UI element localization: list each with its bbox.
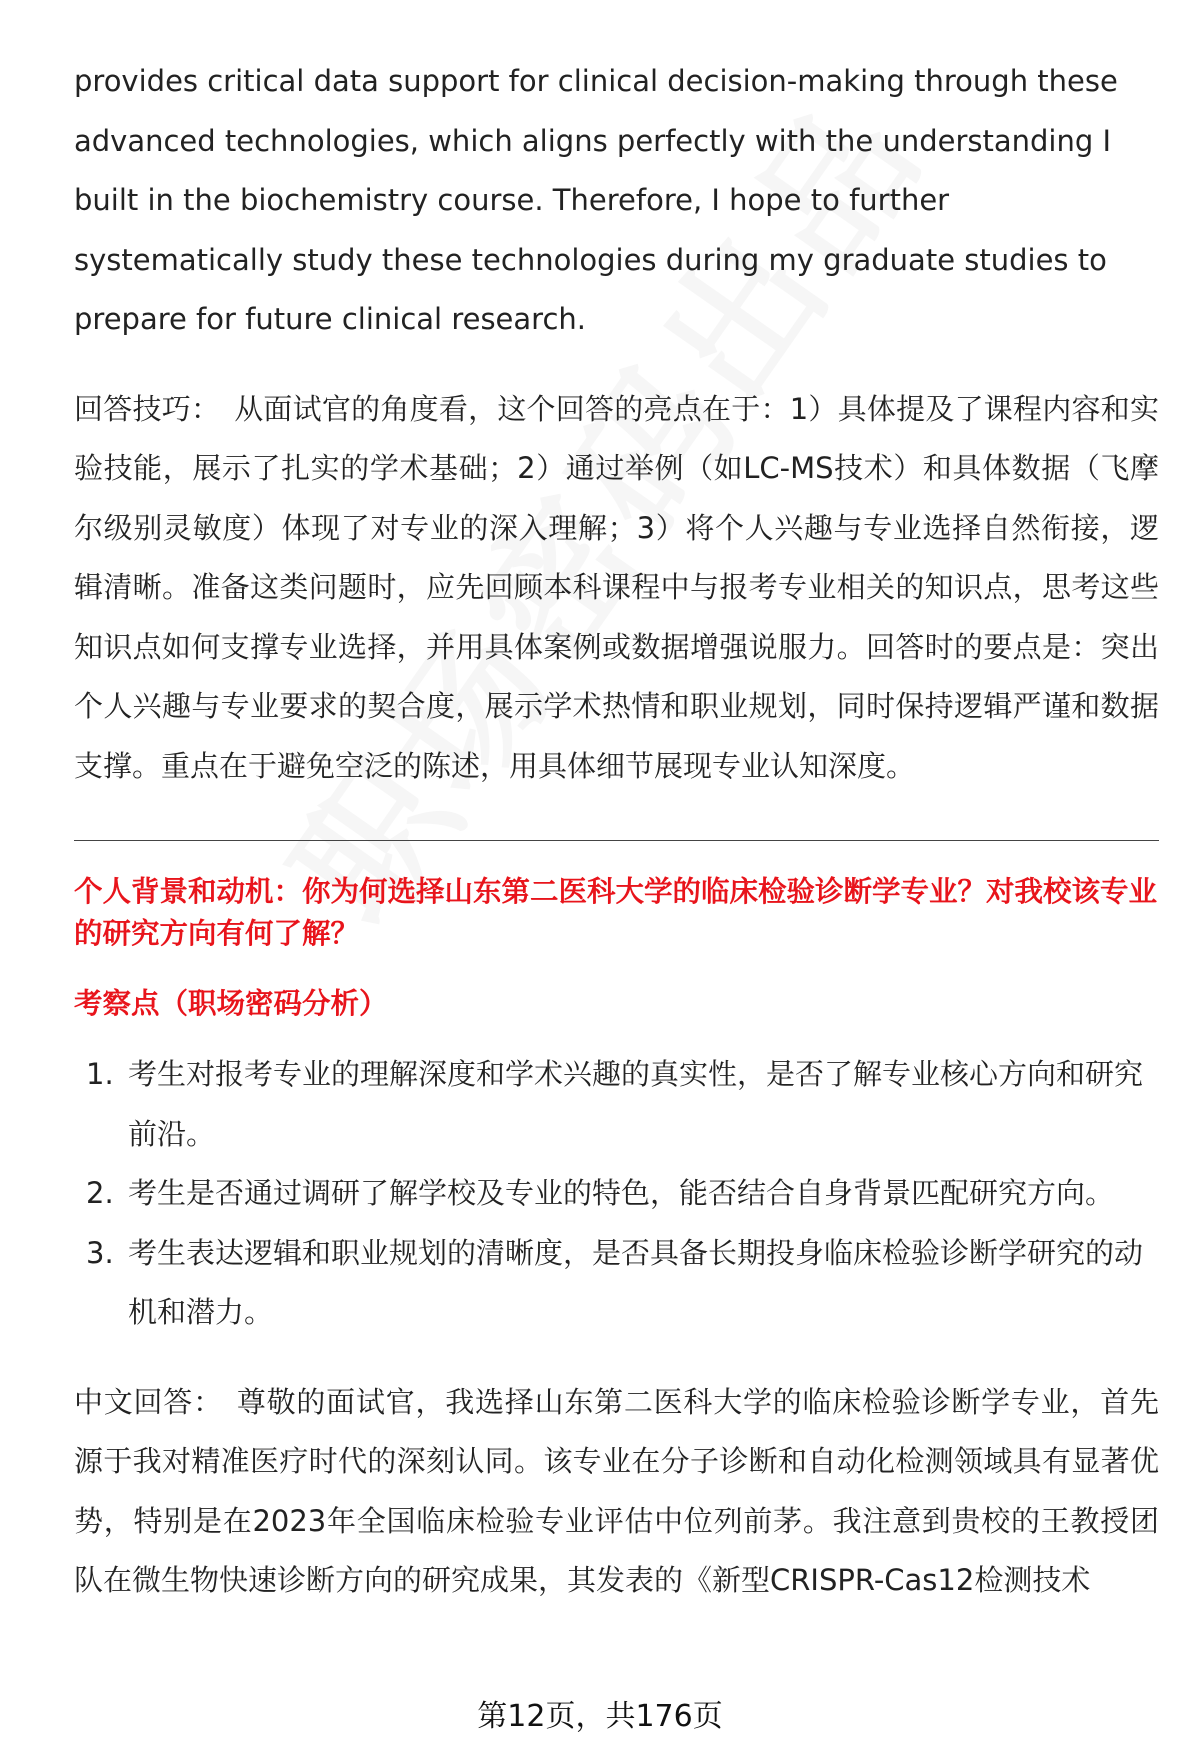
page-number-footer: 第12页，共176页 — [477, 1699, 723, 1734]
chinese-answer-label: 中文回答： — [74, 1384, 223, 1419]
list-item — [74, 1045, 1159, 1164]
answer-tips-text: 从面试官的角度看，这个回答的亮点在于：1）具体提及了课程内容和实验技能，展示了扎实的学术基础；2）通过举例（如LC-MS技术）和具体数据（飞摩尔级别灵敏度）体现了对专业的深入理解；3）将个人兴趣与专业选择自然衔接，逻辑清晰。准备这类问题时，应先回顾本科课程中与报考专业相关的知识点，思考这些知识点如何支撑专业选择，并用具体案例或数据增强说服力。回答时的要点是：突出个人兴趣与专业要求的契合度，展示学术热情和职业规划，同时保持逻辑严谨和数据支撑。重点在于避免空泛的陈述，用具体细节展现专业认知深度。 — [74, 391, 1159, 783]
list-item — [74, 1224, 1159, 1343]
answer-tips-paragraph — [74, 380, 1159, 797]
list-item — [74, 1164, 1159, 1224]
focus-heading: 考察点（职场密码分析） — [74, 987, 388, 1020]
list-item-number: 3. — [86, 1235, 114, 1270]
list-item-text: 考生是否通过调研了解学校及专业的特色，能否结合自身背景匹配研究方向。 — [128, 1176, 1115, 1210]
list-item-text: 考生表达逻辑和职业规划的清晰度，是否具备长期投身临床检验诊断学研究的动机和潜力。 — [128, 1235, 1144, 1329]
focus-points-list — [74, 1045, 1159, 1343]
intro-paragraph: provides critical data support for clinical decision-making through these advanced technologies, which aligns perfectly with the understanding I built in the biochemistry course. Therefore, I hope to further systematically study these technologies during my graduate studies to prepare for future clinical research. — [74, 64, 1118, 336]
chinese-answer-paragraph — [74, 1373, 1159, 1611]
page-content — [74, 52, 1159, 1611]
section-divider — [74, 840, 1159, 841]
chinese-answer-text: 尊敬的面试官，我选择山东第二医科大学的临床检验诊断学专业，首先源于我对精准医疗时代的深刻认同。该专业在分子诊断和自动化检测领域具有显著优势，特别是在2023年全国临床检验专业评估中位列前茅。我注意到贵校的王教授团队在微生物快速诊断方向的研究成果，其发表的《新型CRISPR-Cas12检测技术 — [74, 1384, 1159, 1597]
list-item-number: 1. — [86, 1057, 114, 1091]
list-item-text: 考生对报考专业的理解深度和学术兴趣的真实性，是否了解专业核心方向和研究前沿。 — [128, 1057, 1144, 1151]
question-heading: 个人背景和动机：你为何选择山东第二医科大学的临床检验诊断学专业？对我校该专业的研究方向有何了解？ — [74, 875, 1158, 950]
list-item-number: 2. — [86, 1176, 114, 1210]
answer-tips-label: 回答技巧： — [74, 391, 221, 426]
